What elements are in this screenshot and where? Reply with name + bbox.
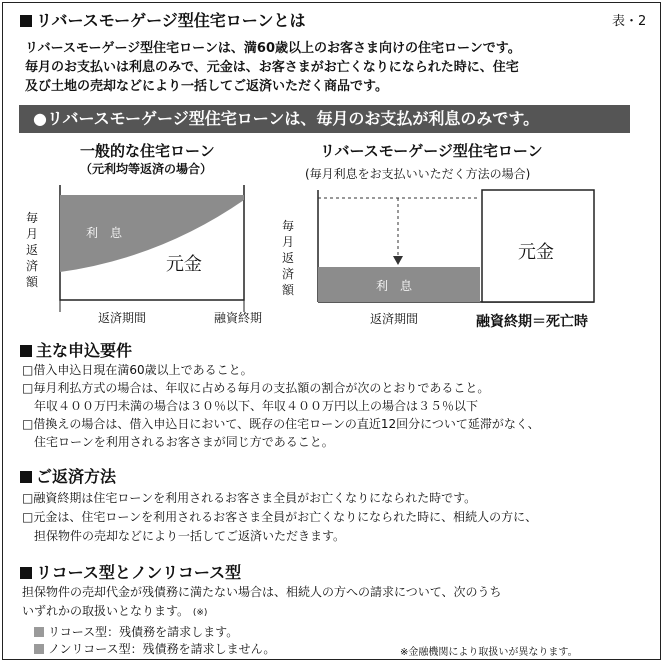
ylabel-char: 返 [282, 251, 295, 265]
list-item: □毎月利払方式の場合は、年収に占める毎月の支払額の割合が次のとおりであること。 [22, 381, 490, 395]
black-square-icon [20, 471, 32, 483]
recourse-line: いずれかの取扱いとなります。 (※) [22, 604, 208, 618]
ylabel-char: 月 [26, 227, 39, 241]
left-ylabel [26, 210, 40, 290]
intro-line: リバースモーゲージ型住宅ローンは、満60歳以上のお客さま向けの住宅ローンです。 [25, 41, 521, 56]
repayment-list [22, 489, 537, 546]
left-xlabel1: 返済期間 [98, 311, 147, 325]
list-item: □借換えの場合は、借入申込日において、既存の住宅ローンの直近12回分について延滞がなく、 [22, 417, 540, 431]
gray-square-icon [34, 627, 44, 637]
section-heading-repayment: ご返済方法 [20, 464, 116, 487]
right-chart-title: リバースモーゲージ型住宅ローン [320, 142, 543, 160]
page-title: リバースモーゲージ型住宅ローンとは [20, 8, 305, 31]
right-ylabel [282, 218, 296, 298]
table-number: 表・2 [612, 14, 647, 29]
recourse-line: 担保物件の売却代金が残債務に満たない場合は、相続人の方への請求について、次のうち [22, 585, 502, 599]
right-xlabel1: 返済期間 [370, 312, 419, 326]
list-item: ノンリコース型：残債務を請求しません。 [34, 641, 275, 658]
list-item: 年収４００万円未満の場合は３０％以下、年収４００万円以上の場合は３５％以下 [22, 399, 479, 413]
black-square-icon [20, 345, 32, 357]
down-arrow-icon [393, 256, 403, 265]
list-item: □元金は、住宅ローンを利用されるお客さま全員がお亡くなりになられた時に、相続人の方に、 [22, 510, 538, 524]
ylabel-char: 月 [282, 235, 295, 249]
recourse-items [34, 624, 275, 658]
right-principal-label: 元金 [518, 242, 554, 263]
right-interest-label: 利 息 [376, 279, 413, 293]
left-principal-label: 元金 [166, 254, 202, 275]
left-chart-subtitle: （元利均等返済の場合） [80, 162, 213, 176]
black-square-icon [20, 567, 32, 579]
list-item: リコース型：残債務を請求します。 [34, 624, 275, 641]
ylabel-char: 済 [26, 259, 39, 273]
right-xlabel2: 融資終期＝死亡時 [476, 314, 588, 330]
ylabel-char: 額 [282, 283, 295, 297]
banner: ●リバースモーゲージ型住宅ローンは、毎月のお支払が利息のみです。 [19, 105, 630, 133]
list-item: 住宅ローンを利用されるお客さまが同じ方であること。 [22, 435, 334, 449]
section-heading-requirements: 主な申込要件 [20, 338, 132, 361]
footnote: ※金融機関により取扱いが異なります。 [400, 647, 578, 658]
ylabel-char: 毎 [282, 219, 295, 233]
note-mark: (※) [192, 608, 208, 618]
left-xlabel2: 融資終期 [214, 311, 263, 325]
ylabel-char: 返 [26, 243, 39, 257]
intro-line: 及び土地の売却などにより一括してご返済いただく商品です。 [25, 79, 388, 94]
list-item: 担保物件の売却などにより一括してご返済いただきます。 [22, 529, 346, 543]
left-chart-title: 一般的な住宅ローン [80, 142, 215, 160]
list-item: □借入申込日現在満60歳以上であること。 [22, 363, 253, 377]
right-chart-subtitle: (毎月利息をお支払いいただく方法の場合) [305, 167, 531, 181]
recourse-text [22, 583, 502, 623]
intro-line: 毎月のお支払いは利息のみで、元金は、お客さまがお亡くなりになられた時に、住宅 [25, 60, 519, 75]
requirements-list [22, 361, 540, 451]
gray-square-icon [34, 644, 44, 654]
section-heading-recourse: リコース型とノンリコース型 [20, 560, 241, 583]
ylabel-char: 済 [282, 267, 295, 281]
list-item: □融資終期は住宅ローンを利用されるお客さま全員がお亡くなりになられた時です。 [22, 491, 477, 505]
ylabel-char: 毎 [26, 211, 39, 225]
left-interest-label: 利 息 [86, 226, 123, 240]
ylabel-char: 額 [26, 275, 39, 289]
